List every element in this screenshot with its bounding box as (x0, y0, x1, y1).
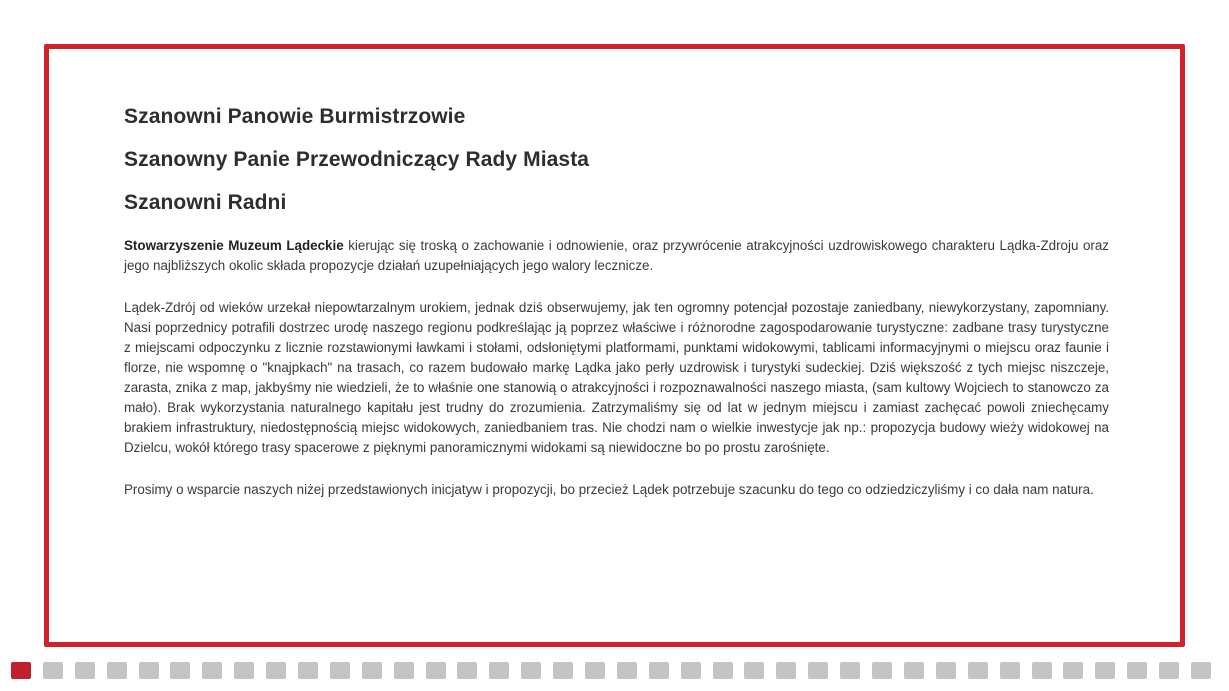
pager-dot-22[interactable] (681, 662, 701, 679)
pager-dot-11[interactable] (330, 662, 350, 679)
pager-dot-29[interactable] (904, 662, 924, 679)
pager-dot-5[interactable] (139, 662, 159, 679)
pager-dot-28[interactable] (872, 662, 892, 679)
pager-dot-3[interactable] (75, 662, 95, 679)
pager-dot-12[interactable] (362, 662, 382, 679)
pager-dot-9[interactable] (266, 662, 286, 679)
pager-dot-13[interactable] (394, 662, 414, 679)
pager-dot-38[interactable] (1191, 662, 1211, 679)
salutation-mayors: Szanowni Panowie Burmistrzowie (124, 105, 466, 128)
intro-text: kierując się troską o zachowanie i odnowienie, oraz przywrócenie atrakcyjności uzdrowiskowego charakteru Lądka-Zdroju oraz jego najbliższych okolic składa propozycje działań uzupełniających jego walory lecznicze. (124, 238, 1109, 273)
pager-dot-10[interactable] (298, 662, 318, 679)
pager-dot-25[interactable] (776, 662, 796, 679)
pager-dot-18[interactable] (553, 662, 573, 679)
pager-dot-32[interactable] (1000, 662, 1020, 679)
pager-dot-1[interactable] (11, 662, 31, 679)
pager-dot-16[interactable] (489, 662, 509, 679)
pager-dot-34[interactable] (1063, 662, 1083, 679)
pager-dot-8[interactable] (234, 662, 254, 679)
association-name: Stowarzyszenie Muzeum Lądeckie (124, 238, 344, 253)
pager-dot-21[interactable] (649, 662, 669, 679)
pager-dot-19[interactable] (585, 662, 605, 679)
closing-paragraph: Prosimy o wsparcie naszych niżej przedstawionych inicjatyw i propozycji, bo przecież Lądek potrzebuje szacunku do tego co odziedziczyliśmy i co dała nam natura. (124, 482, 1094, 497)
pager-dot-6[interactable] (170, 662, 190, 679)
pager-dot-14[interactable] (426, 662, 446, 679)
pager-dot-35[interactable] (1095, 662, 1115, 679)
pager-dot-26[interactable] (808, 662, 828, 679)
body-paragraph: Lądek-Zdrój od wieków urzekał niepowtarzalnym urokiem, jednak dziś obserwujemy, jak ten ogromny potencjał pozostaje zaniedbany, niewykorzystany, zapomniany. Nasi poprzednicy potrafili dostrzec urodę naszego regionu podkreślając ją poprzez właściwe i różnorodne zagospodarowanie turystyczne: zadbane trasy turystyczne z miejscami odpoczynku z licznie rozstawionymi ławkami i stołami, odsłoniętymi platformami, punktami widokowymi, tablicami informacyjnymi o miejscu oraz faunie i florze, nie wspomnę o "knajpkach" na trasach, co razem budowało markę Lądka jako perły uzdrowisk i turystyki sudeckiej. Dziś większość z tych miejsc niszczeje, zarasta, znika z map, jakbyśmy nie wiedzieli, że to właśnie one stanowią o atrakcyjności i rozpoznawalności naszego miasta, (sam kultowy Wojciech to stanowczo za mało). Brak wykorzystania naturalnego kapitału jest trudny do zrozumienia. Zatrzymaliśmy się od lat w jednym miejscu i zamiast zachęcać powoli zniechęcamy brakiem infrastruktury, niedostępnością miejsc widokowych, zaniedbaniem tras. Nie chodzi nam o wielkie inwestycje jak np.: propozycja budowy wieży widokowej na Dzielcu, wokół którego trasy spacerowe z pięknymi panoramicznymi widokami są niewidoczne bo po prostu zarośnięte. (124, 300, 1109, 455)
pager-dot-37[interactable] (1159, 662, 1179, 679)
pager-dot-24[interactable] (744, 662, 764, 679)
salutation-council-chairman: Szanowny Panie Przewodniczący Rady Miasta (124, 148, 590, 171)
letter-content (124, 104, 1109, 522)
pager-dot-31[interactable] (968, 662, 988, 679)
intro-paragraph (124, 236, 1109, 276)
pager-dot-7[interactable] (202, 662, 222, 679)
pager-dot-15[interactable] (457, 662, 477, 679)
slide-pager (11, 662, 1211, 680)
pager-dot-2[interactable] (43, 662, 63, 679)
pager-dot-4[interactable] (107, 662, 127, 679)
pager-dot-20[interactable] (617, 662, 637, 679)
slide-frame (44, 44, 1185, 647)
salutation-councillors: Szanowni Radni (124, 191, 287, 214)
pager-dot-23[interactable] (713, 662, 733, 679)
pager-dot-30[interactable] (936, 662, 956, 679)
pager-dot-36[interactable] (1127, 662, 1147, 679)
pager-dot-27[interactable] (840, 662, 860, 679)
pager-dot-33[interactable] (1032, 662, 1052, 679)
pager-dot-17[interactable] (521, 662, 541, 679)
